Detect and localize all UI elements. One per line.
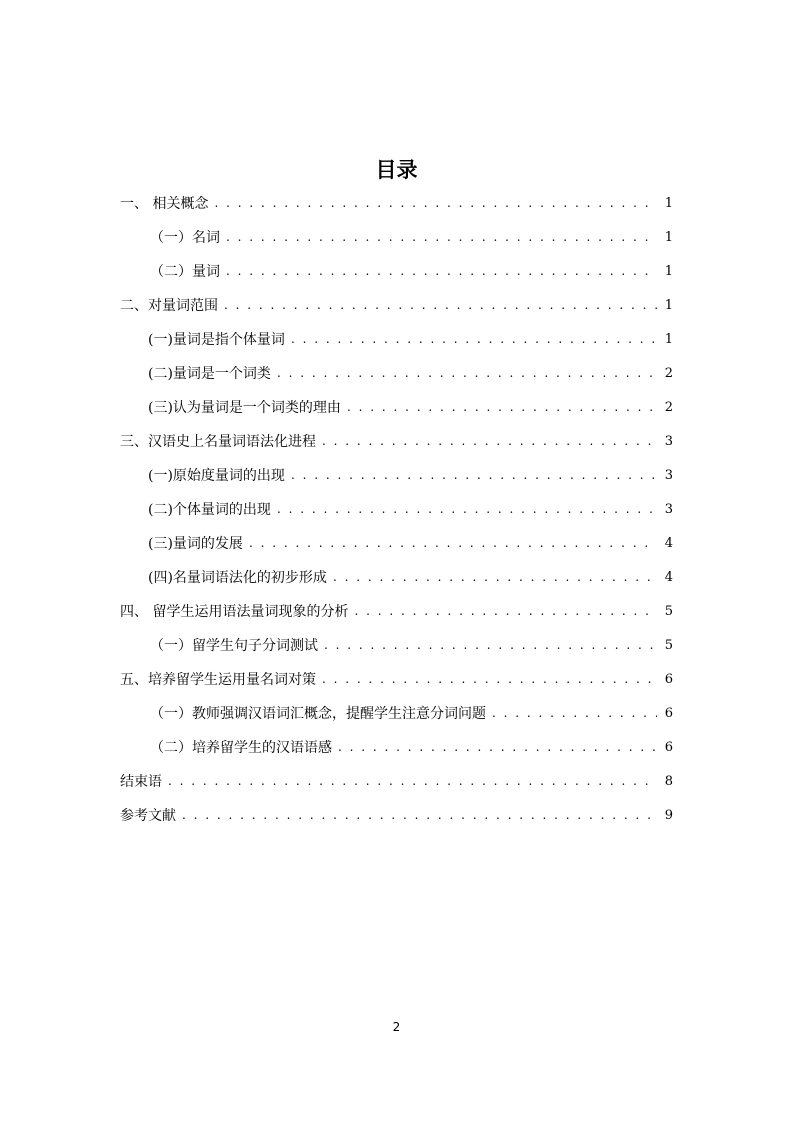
toc-entry-page: 4 (664, 535, 673, 551)
toc-leader-dots (214, 196, 657, 210)
toc-entry[interactable] (120, 220, 673, 254)
table-of-contents (120, 186, 673, 832)
toc-entry-page: 6 (664, 705, 673, 721)
toc-entry-label: （一）教师强调汉语词汇概念，提醒学生注意分词问题 (150, 706, 486, 722)
toc-leader-dots (226, 230, 657, 244)
toc-entry-label: (一)原始度量词的出现 (148, 468, 285, 484)
toc-leader-dots (324, 638, 657, 652)
toc-leader-dots (354, 604, 657, 618)
toc-entry-label: 结束语 (120, 774, 162, 790)
page-number: 2 (392, 1020, 401, 1034)
toc-leader-dots (249, 536, 657, 550)
toc-title: 目录 (375, 158, 418, 182)
toc-entry-page: 1 (664, 195, 673, 211)
toc-leader-dots (291, 468, 657, 482)
toc-leader-dots (182, 808, 657, 822)
toc-entry-page: 1 (664, 229, 673, 245)
toc-entry-label: （一）留学生句子分词测试 (150, 638, 318, 654)
toc-entry-label: 五、培养留学生运用量名词对策 (120, 672, 316, 688)
toc-entry-page: 4 (664, 569, 673, 585)
toc-entry[interactable] (120, 254, 673, 288)
toc-entry-label: （二）培养留学生的汉语语感 (150, 740, 332, 756)
toc-entry[interactable] (120, 594, 673, 628)
toc-leader-dots (168, 774, 657, 788)
toc-entry[interactable] (120, 356, 673, 390)
toc-leader-dots (322, 434, 657, 448)
toc-entry-page: 3 (664, 467, 673, 483)
toc-entry-page: 1 (664, 263, 673, 279)
toc-entry-page: 2 (664, 399, 673, 415)
toc-entry-page: 3 (664, 433, 673, 449)
toc-leader-dots (338, 740, 657, 754)
toc-entry[interactable] (120, 288, 673, 322)
toc-entry[interactable] (120, 526, 673, 560)
toc-entry-label: 参考文献 (120, 808, 176, 824)
toc-entry-page: 1 (664, 331, 673, 347)
toc-entry[interactable] (120, 730, 673, 764)
toc-entry[interactable] (120, 628, 673, 662)
toc-entry-label: (三)认为量词是一个词类的理由 (148, 400, 341, 416)
toc-entry-page: 2 (664, 365, 673, 381)
toc-entry-label: 二、对量词范围 (120, 298, 218, 314)
toc-leader-dots (224, 298, 657, 312)
toc-leader-dots (322, 672, 657, 686)
toc-entry[interactable] (120, 458, 673, 492)
toc-entry[interactable] (120, 798, 673, 832)
toc-entry-page: 5 (664, 603, 673, 619)
toc-leader-dots (347, 400, 657, 414)
toc-entry-label: （一）名词 (150, 230, 220, 246)
toc-entry-page: 6 (664, 739, 673, 755)
toc-leader-dots (333, 570, 657, 584)
toc-entry-page: 1 (664, 297, 673, 313)
toc-leader-dots (226, 264, 657, 278)
toc-entry[interactable] (120, 560, 673, 594)
toc-entry[interactable] (120, 696, 673, 730)
toc-entry-page: 6 (664, 671, 673, 687)
toc-entry[interactable] (120, 390, 673, 424)
toc-entry-label: (二)个体量词的出现 (148, 502, 271, 518)
toc-leader-dots (277, 502, 657, 516)
toc-entry[interactable] (120, 424, 673, 458)
toc-entry[interactable] (120, 186, 673, 220)
toc-entry-label: 四、 留学生运用语法量词现象的分析 (120, 604, 349, 620)
toc-entry-label: 三、汉语史上名量词语法化进程 (120, 434, 316, 450)
toc-entry-label: (二)量词是一个词类 (148, 366, 271, 382)
toc-entry[interactable] (120, 492, 673, 526)
toc-leader-dots (277, 366, 657, 380)
toc-entry[interactable] (120, 322, 673, 356)
toc-entry-label: （二）量词 (150, 264, 220, 280)
toc-entry-page: 8 (664, 773, 673, 789)
toc-entry-page: 9 (664, 807, 673, 823)
toc-leader-dots (492, 706, 657, 720)
toc-entry-label: (三)量词的发展 (148, 536, 243, 552)
toc-entry-page: 5 (664, 637, 673, 653)
toc-entry-page: 3 (664, 501, 673, 517)
toc-entry[interactable] (120, 764, 673, 798)
toc-entry-label: 一、 相关概念 (120, 196, 209, 212)
toc-entry-label: (一)量词是指个体量词 (148, 332, 285, 348)
toc-entry[interactable] (120, 662, 673, 696)
toc-entry-label: (四)名量词语法化的初步形成 (148, 570, 327, 586)
toc-leader-dots (291, 332, 657, 346)
